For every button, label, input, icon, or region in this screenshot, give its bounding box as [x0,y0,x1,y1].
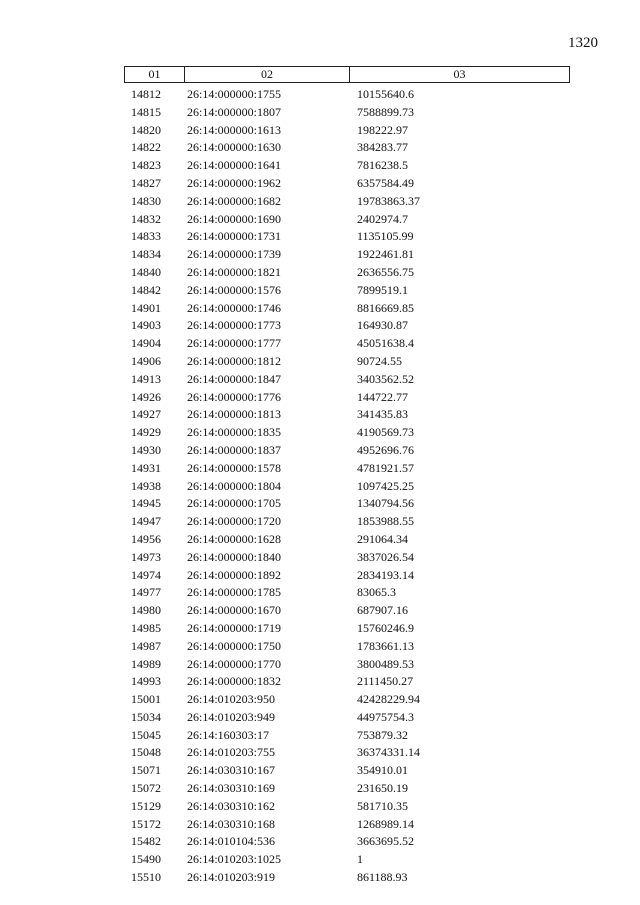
table-cell-value: 19783863.37 [357,193,420,208]
table-row [0,495,640,513]
table-cell-cadastral-id: 26:14:000000:1832 [187,674,282,689]
table-cell-number: 14840 [131,264,161,279]
table-row [0,513,640,531]
table-body [0,86,640,887]
table-cell-cadastral-id: 26:14:000000:1776 [187,389,282,404]
table-cell-value: 42428229.94 [357,692,420,707]
table-cell-number: 14823 [131,158,161,173]
table-cell-value: 4781921.57 [357,460,414,475]
table-cell-cadastral-id: 26:14:000000:1719 [187,620,282,635]
table-cell-number: 14977 [131,585,161,600]
table-row [0,567,640,585]
table-cell-cadastral-id: 26:14:010203:950 [187,692,276,707]
table-row [0,86,640,104]
table-cell-value: 341435.83 [357,407,408,422]
table-cell-value: 231650.19 [357,781,408,796]
table-cell-value: 1340794.56 [357,496,414,511]
table-cell-cadastral-id: 26:14:000000:1641 [187,158,282,173]
table-cell-number: 14842 [131,282,161,297]
table-cell-number: 14993 [131,674,161,689]
table-cell-value: 3403562.52 [357,371,414,386]
table-row [0,798,640,816]
table-cell-cadastral-id: 26:14:010203:755 [187,745,276,760]
table-row [0,139,640,157]
table-cell-cadastral-id: 26:14:000000:1892 [187,567,282,582]
table-row [0,691,640,709]
table-cell-value: 861188.93 [357,870,408,885]
table-cell-value: 8816669.85 [357,300,414,315]
table-cell-value: 144722.77 [357,389,408,404]
table-row [0,780,640,798]
table-row [0,851,640,869]
table-cell-cadastral-id: 26:14:000000:1705 [187,496,282,511]
table-cell-number: 14901 [131,300,161,315]
table-cell-cadastral-id: 26:14:010203:1025 [187,852,282,867]
table-cell-number: 15034 [131,709,161,724]
table-cell-cadastral-id: 26:14:000000:1746 [187,300,282,315]
table-cell-value: 7899519.1 [357,282,408,297]
table-cell-value: 1135105.99 [357,229,414,244]
table-cell-number: 14904 [131,336,161,351]
table-cell-cadastral-id: 26:14:030310:169 [187,781,276,796]
table-cell-cadastral-id: 26:14:000000:1804 [187,478,282,493]
table-cell-value: 45051638.4 [357,336,414,351]
table-cell-number: 14930 [131,442,161,457]
table-cell-number: 14956 [131,531,161,546]
table-cell-cadastral-id: 26:14:000000:1837 [187,442,282,457]
table-cell-number: 15172 [131,816,161,831]
table-cell-cadastral-id: 26:14:000000:1847 [187,371,282,386]
table-cell-cadastral-id: 26:14:000000:1731 [187,229,282,244]
table-row [0,122,640,140]
table-cell-number: 14989 [131,656,161,671]
table-row [0,211,640,229]
table-cell-value: 753879.32 [357,727,408,742]
table-row [0,424,640,442]
table-cell-cadastral-id: 26:14:000000:1813 [187,407,282,422]
table-cell-cadastral-id: 26:14:010203:949 [187,709,276,724]
table-cell-value: 4190569.73 [357,425,414,440]
table-row [0,762,640,780]
table-cell-value: 2402974.7 [357,211,408,226]
table-cell-value: 1853988.55 [357,514,414,529]
table-cell-number: 15490 [131,852,161,867]
table-row [0,193,640,211]
table-cell-cadastral-id: 26:14:000000:1785 [187,585,282,600]
table-cell-cadastral-id: 26:14:000000:1807 [187,104,282,119]
table-cell-number: 14985 [131,620,161,635]
table-cell-cadastral-id: 26:14:000000:1739 [187,247,282,262]
column-header-01: 01 [125,67,185,82]
table-row [0,816,640,834]
table-cell-number: 14906 [131,353,161,368]
table-row [0,371,640,389]
table-cell-cadastral-id: 26:14:000000:1840 [187,549,282,564]
table-cell-number: 14834 [131,247,161,262]
table-row [0,833,640,851]
table-cell-value: 3800489.53 [357,656,414,671]
table-cell-value: 3837026.54 [357,549,414,564]
table-cell-value: 581710.35 [357,798,408,813]
table-cell-cadastral-id: 26:14:000000:1690 [187,211,282,226]
column-header-02: 02 [185,67,350,82]
table-row [0,406,640,424]
table-cell-cadastral-id: 26:14:000000:1613 [187,122,282,137]
table-cell-value: 354910.01 [357,763,408,778]
page-number: 1320 [568,35,598,51]
table-row [0,709,640,727]
table-cell-number: 15071 [131,763,161,778]
table-cell-cadastral-id: 26:14:160303:17 [187,727,270,742]
table-cell-value: 7816238.5 [357,158,408,173]
table-cell-cadastral-id: 26:14:000000:1720 [187,514,282,529]
table-cell-number: 15482 [131,834,161,849]
table-row [0,549,640,567]
table-cell-value: 83065.3 [357,585,396,600]
table-cell-cadastral-id: 26:14:000000:1777 [187,336,282,351]
table-cell-number: 14815 [131,104,161,119]
table-cell-value: 164930.87 [357,318,408,333]
table-row [0,389,640,407]
table-cell-cadastral-id: 26:14:030310:162 [187,798,276,813]
table-cell-number: 14820 [131,122,161,137]
table-row [0,104,640,122]
table-cell-number: 14927 [131,407,161,422]
table-cell-number: 14947 [131,514,161,529]
table-cell-value: 44975754.3 [357,709,414,724]
table-cell-cadastral-id: 26:14:030310:168 [187,816,276,831]
table-cell-number: 14833 [131,229,161,244]
table-cell-value: 4952696.76 [357,442,414,457]
table-row [0,869,640,887]
column-header-03: 03 [453,67,466,81]
table-row [0,620,640,638]
table-cell-cadastral-id: 26:14:000000:1670 [187,603,282,618]
table-cell-number: 14926 [131,389,161,404]
table-cell-number: 15001 [131,692,161,707]
table-cell-cadastral-id: 26:14:010104:536 [187,834,276,849]
table-row [0,584,640,602]
table-row [0,228,640,246]
table-cell-value: 384283.77 [357,140,408,155]
table-header [124,66,570,83]
table-row [0,264,640,282]
table-cell-number: 14973 [131,549,161,564]
table-cell-value: 3663695.52 [357,834,414,849]
table-row [0,157,640,175]
table-cell-value: 10155640.6 [357,87,414,101]
table-row [0,353,640,371]
table-row [0,531,640,549]
table-cell-number: 15048 [131,745,161,760]
table-cell-cadastral-id: 26:14:000000:1821 [187,264,282,279]
table-cell-number: 14832 [131,211,161,226]
table-row [0,602,640,620]
table-row [0,478,640,496]
table-cell-cadastral-id: 26:14:000000:1773 [187,318,282,333]
table-cell-number: 14938 [131,478,161,493]
table-cell-value: 198222.97 [357,122,408,137]
table-cell-cadastral-id: 26:14:000000:1812 [187,353,282,368]
table-cell-value: 687907.16 [357,603,408,618]
table-cell-cadastral-id: 26:14:000000:1755 [187,87,282,101]
table-row [0,673,640,691]
table-cell-number: 14812 [131,87,161,101]
table-row [0,282,640,300]
table-cell-value: 36374331.14 [357,745,420,760]
table-cell-value: 90724.55 [357,353,402,368]
table-cell-number: 14929 [131,425,161,440]
table-cell-value: 7588899.73 [357,104,414,119]
table-cell-number: 15072 [131,781,161,796]
table-cell-number: 14830 [131,193,161,208]
table-cell-number: 14980 [131,603,161,618]
table-row [0,246,640,264]
table-cell-number: 15129 [131,798,161,813]
table-cell-cadastral-id: 26:14:000000:1770 [187,656,282,671]
table-cell-value: 2636556.75 [357,264,414,279]
table-cell-number: 14827 [131,175,161,190]
table-row [0,638,640,656]
table-cell-value: 291064.34 [357,531,408,546]
table-cell-number: 14822 [131,140,161,155]
table-cell-cadastral-id: 26:14:000000:1576 [187,282,282,297]
table-cell-number: 15510 [131,870,161,885]
table-row [0,175,640,193]
table-cell-value: 1268989.14 [357,816,414,831]
table-cell-cadastral-id: 26:14:000000:1630 [187,140,282,155]
table-cell-cadastral-id: 26:14:030310:167 [187,763,276,778]
table-cell-cadastral-id: 26:14:000000:1682 [187,193,282,208]
table-cell-value: 1097425.25 [357,478,414,493]
table-cell-value: 2111450.27 [357,674,414,689]
table-cell-value: 2834193.14 [357,567,414,582]
table-row [0,727,640,745]
table-row [0,317,640,335]
table-row [0,656,640,674]
table-cell-number: 14987 [131,638,161,653]
table-cell-cadastral-id: 26:14:000000:1835 [187,425,282,440]
table-row [0,460,640,478]
table-cell-value: 15760246.9 [357,620,414,635]
table-cell-cadastral-id: 26:14:000000:1750 [187,638,282,653]
table-cell-number: 14913 [131,371,161,386]
table-cell-value: 1783661.13 [357,638,414,653]
table-row [0,744,640,762]
table-cell-number: 14903 [131,318,161,333]
table-cell-number: 15045 [131,727,161,742]
table-cell-cadastral-id: 26:14:010203:919 [187,870,276,885]
table-cell-value: 6357584.49 [357,175,414,190]
table-row [0,300,640,318]
table-row [0,335,640,353]
table-cell-value: 1922461.81 [357,247,414,262]
table-row [0,442,640,460]
table-cell-number: 14974 [131,567,161,582]
table-cell-cadastral-id: 26:14:000000:1962 [187,175,282,190]
table-cell-value: 1 [357,852,363,867]
table-cell-cadastral-id: 26:14:000000:1628 [187,531,282,546]
table-cell-number: 14945 [131,496,161,511]
table-cell-cadastral-id: 26:14:000000:1578 [187,460,282,475]
table-cell-number: 14931 [131,460,161,475]
